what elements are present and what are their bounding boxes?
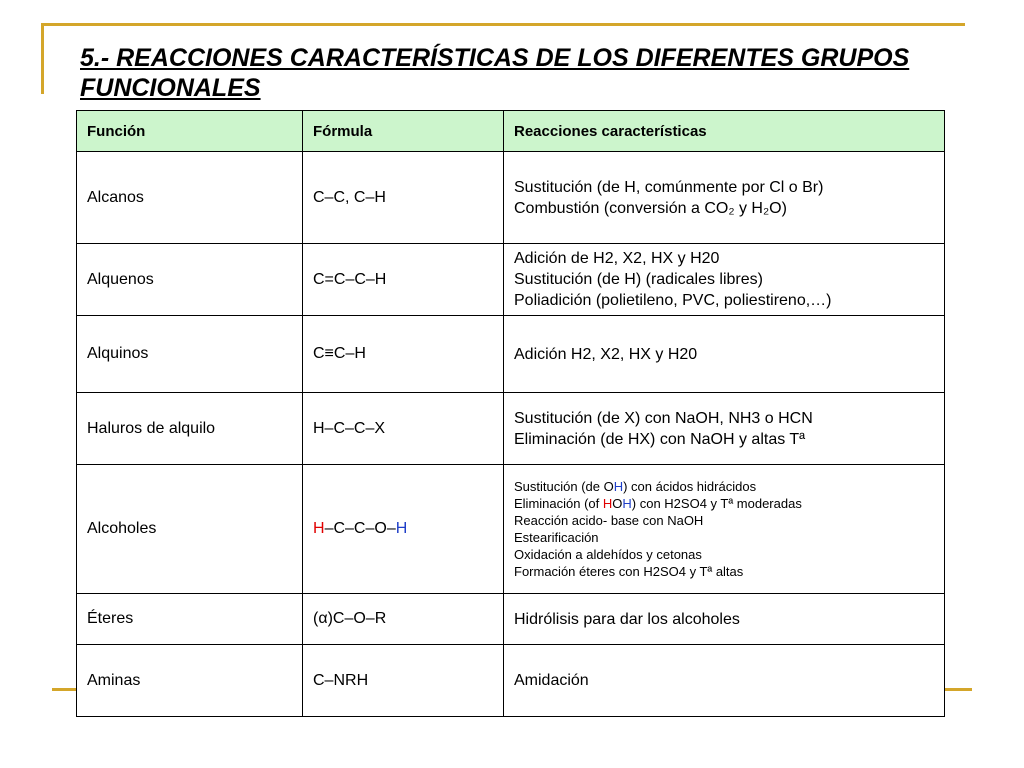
cell-reacciones	[504, 645, 945, 717]
reaction-line	[514, 495, 934, 512]
cell-reacciones	[504, 393, 945, 465]
reaction-line: Sustitución (de X) con NaOH, NH3 o HCN	[514, 409, 813, 427]
reaction-text: O	[612, 496, 623, 511]
cell-formula: C=C–C–H	[303, 244, 504, 316]
cell-formula: C–NRH	[303, 645, 504, 717]
functional-groups-table-wrap	[76, 110, 945, 717]
reaction-h-red: H	[602, 496, 613, 511]
reaction-line: Sustitución (de H, comúnmente por Cl o Br)	[514, 178, 824, 196]
top-decor-line	[41, 23, 965, 26]
table-header-row	[77, 111, 945, 152]
header-reacciones: Reacciones características	[504, 111, 945, 152]
cell-reacciones	[504, 594, 945, 645]
table-row	[77, 316, 945, 393]
formula-h-red: H	[313, 520, 325, 537]
cell-reacciones	[504, 316, 945, 393]
reaction-text: ) con ácidos hidrácidos	[623, 479, 757, 494]
reaction-line: Sustitución (de H) (radicales libres)	[514, 271, 763, 288]
left-decor-line	[41, 23, 44, 94]
cell-reacciones	[504, 244, 945, 316]
reaction-text: Eliminación (of	[514, 496, 603, 511]
cell-funcion: Alcanos	[77, 152, 303, 244]
reaction-line: Amidación	[514, 672, 589, 689]
reaction-h-blue: H	[613, 479, 624, 494]
cell-funcion: Alquenos	[77, 244, 303, 316]
reaction-line: Hidrólisis para dar los alcoholes	[514, 610, 740, 628]
table-row	[77, 465, 945, 594]
table-row	[77, 393, 945, 465]
reaction-line: Formación éteres con H2SO4 y Tª altas	[514, 564, 744, 579]
cell-reacciones	[504, 152, 945, 244]
cell-reacciones	[504, 465, 945, 594]
reaction-text: ) con H2SO4 y Tª moderadas	[631, 496, 802, 511]
slide-title: 5.- REACCIONES CARACTERÍSTICAS DE LOS DIFERENTES GRUPOS FUNCIONALES	[80, 44, 910, 102]
cell-funcion: Éteres	[77, 594, 303, 645]
cell-formula	[303, 465, 504, 594]
cell-formula: C–C, C–H	[303, 152, 504, 244]
table-row	[77, 594, 945, 645]
reaction-line: Poliadición (polietileno, PVC, poliestireno,…)	[514, 292, 832, 309]
header-formula: Fórmula	[303, 111, 504, 152]
reaction-h-blue: H	[622, 496, 632, 511]
reaction-line: Adición de H2, X2, HX y H20	[514, 250, 720, 267]
reaction-line: Estearificación	[514, 530, 599, 545]
cell-formula: C≡C–H	[303, 316, 504, 393]
table-row	[77, 152, 945, 244]
cell-formula: (α)C–O–R	[303, 594, 504, 645]
reaction-line: Oxidación a aldehídos y cetonas	[514, 547, 702, 562]
functional-groups-table	[76, 110, 945, 717]
reaction-line: Reacción acido- base con NaOH	[514, 513, 704, 528]
reaction-line	[514, 478, 934, 495]
reaction-text: Sustitución (de O	[514, 479, 614, 494]
formula-h-blue: H	[395, 520, 408, 537]
header-funcion: Función	[77, 111, 303, 152]
cell-funcion: Aminas	[77, 645, 303, 717]
formula-chain: –C–C–O–	[324, 520, 396, 537]
cell-funcion: Haluros de alquilo	[77, 393, 303, 465]
reaction-line: Adición H2, X2, HX y H20	[514, 345, 698, 363]
table-row	[77, 244, 945, 316]
cell-formula: H–C–C–X	[303, 393, 504, 465]
cell-funcion: Alquinos	[77, 316, 303, 393]
cell-funcion: Alcoholes	[77, 465, 303, 594]
table-row	[77, 645, 945, 717]
reaction-line: Combustión (conversión a CO₂ y H₂O)	[514, 199, 787, 217]
reaction-line: Eliminación (de HX) con NaOH y altas Tª	[514, 430, 806, 448]
